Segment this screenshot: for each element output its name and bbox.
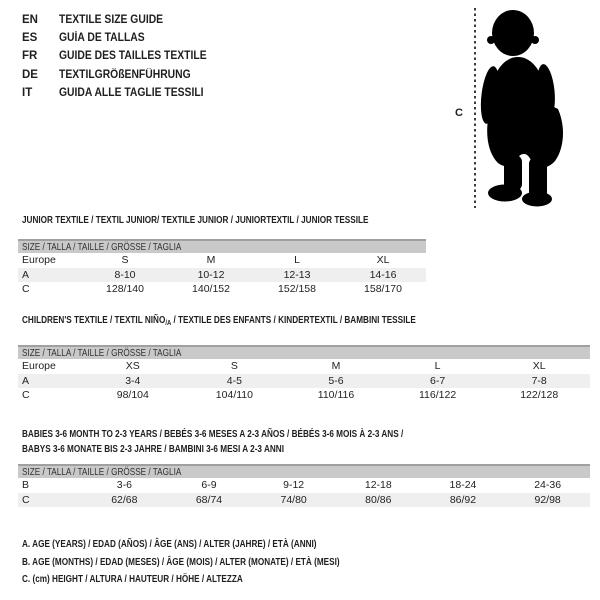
size-cell: M: [206, 254, 216, 267]
language-code: FR: [22, 50, 38, 63]
age-cell: 3-4: [82, 374, 184, 389]
table-row-europe: [18, 359, 590, 374]
legend-line-a: A. AGE (YEARS) / EDAD (AÑOS) / ÂGE (ANS) / ALTER (JAHRE) / ETÀ (ANNI): [22, 538, 317, 550]
table-row-age-years: [18, 374, 590, 389]
height-cell: 116/122: [418, 389, 457, 402]
language-row-fr: [22, 47, 223, 65]
language-code: DE: [22, 68, 38, 81]
age-cell: 5-6: [285, 374, 387, 389]
age-cell: 18-24: [449, 479, 477, 492]
table-header-size: [18, 465, 590, 478]
height-cell: 152/158: [278, 283, 316, 296]
age-cell: 3-6: [116, 479, 132, 492]
row-label: Europe: [22, 360, 56, 373]
size-header-label: SIZE / TALLA / TAILLE / GRÖSSE / TAGLIA: [22, 466, 182, 478]
age-cell: 14-16: [340, 268, 426, 283]
row-label: C: [22, 283, 30, 296]
legend-line-b: B. AGE (MONTHS) / EDAD (MESES) / ÂGE (MOIS) / ALTER (MONATE) / ETÀ (MESI): [22, 555, 340, 568]
height-cell: 98/104: [116, 389, 149, 402]
language-title: GUÍA DE TALLAS: [59, 32, 145, 45]
row-label: A: [18, 268, 82, 283]
age-cell: 6-9: [201, 479, 217, 492]
size-cell: M: [331, 360, 341, 373]
age-cell: 12-18: [364, 479, 392, 492]
language-row-it: [22, 84, 223, 102]
age-cell: 6-7: [387, 374, 489, 389]
section-junior: [18, 214, 426, 297]
height-cell: 140/152: [192, 283, 230, 296]
table-row-europe: [18, 253, 426, 268]
height-cell: 122/128: [520, 389, 559, 402]
row-label: C: [18, 493, 82, 508]
age-cell: 12-13: [254, 268, 340, 283]
height-cell: 68/74: [167, 493, 252, 508]
row-label: Europe: [22, 254, 56, 267]
language-code: EN: [22, 14, 38, 26]
age-cell: 8-10: [82, 268, 168, 283]
height-cell: 80/86: [336, 493, 421, 508]
language-title: GUIDE DES TAILLES TEXTILE: [59, 50, 207, 63]
language-title: GUIDA ALLE TAGLIE TESSILI: [59, 86, 204, 99]
babies-size-table: [18, 464, 590, 507]
age-cell: 7-8: [488, 374, 590, 389]
size-cell: S: [121, 254, 129, 267]
language-row-en: [22, 11, 223, 29]
size-cell: XL: [532, 360, 546, 373]
table-row-height: [18, 388, 590, 403]
junior-size-table: [18, 239, 426, 297]
language-row-es: [22, 29, 223, 47]
height-dotted-line: [474, 8, 476, 208]
table-header-size: [18, 240, 426, 253]
height-cell: 86/92: [421, 493, 506, 508]
height-label-c: C: [455, 107, 463, 119]
height-cell: 74/80: [251, 493, 336, 508]
row-label: A: [18, 374, 82, 389]
height-cell: 128/140: [106, 283, 144, 296]
section-babies: [18, 427, 590, 507]
age-cell: 4-5: [184, 374, 286, 389]
height-cell: 92/98: [505, 493, 590, 508]
size-cell: XS: [125, 360, 140, 373]
height-cell: 62/68: [82, 493, 167, 508]
table-row-height: [18, 493, 590, 508]
language-row-de: [22, 66, 223, 84]
age-cell: 10-12: [168, 268, 254, 283]
measurement-legend: [22, 536, 429, 589]
children-size-table: [18, 345, 590, 403]
table-row-age-years: [18, 268, 426, 283]
language-code: IT: [22, 86, 33, 99]
age-cell: 9-12: [283, 479, 305, 492]
section-babies-title: BABIES 3-6 MONTH TO 2-3 YEARS / BEBÉS 3-6 MESES A 2-3 AÑOS / BÉBÉS 3-6 MOIS À 2-3 ANS / BABYS 3-6 MONATE BIS 2-3 JAHRE / BAMBINI 3-6 MESI A 2-3 ANNI: [22, 428, 404, 455]
language-list: [22, 11, 223, 102]
language-title: TEXTILGRÖßENFÜHRUNG: [59, 68, 191, 81]
height-cell: 110/116: [317, 389, 355, 402]
table-header-size: [18, 346, 590, 359]
table-row-age-months: [18, 478, 590, 493]
section-junior-title: JUNIOR TEXTILE / TEXTIL JUNIOR/ TEXTILE JUNIOR / JUNIORTEXTIL / JUNIOR TESSILE: [22, 214, 369, 226]
size-cell: XL: [376, 254, 390, 267]
table-row-height: [18, 282, 426, 297]
height-cell: 158/170: [364, 283, 402, 296]
size-header-label: SIZE / TALLA / TAILLE / GRÖSSE / TAGLIA: [22, 241, 182, 253]
subscript-a: /A: [165, 318, 172, 327]
baby-silhouette-icon: [480, 7, 570, 207]
size-cell: L: [434, 360, 441, 373]
section-children-title: CHILDREN'S TEXTILE / TEXTIL $NIÑO_{/A}$ / TEXTILE DES ENFANTS / KINDERTEXTIL / BAMBINI TESSILE: [22, 314, 416, 327]
language-title: TEXTILE SIZE GUIDE: [59, 14, 164, 26]
row-label: B: [22, 479, 30, 492]
size-cell: S: [230, 360, 238, 373]
section-children: [18, 314, 590, 403]
size-cell: L: [294, 254, 300, 267]
language-code: ES: [22, 32, 38, 45]
size-header-label: SIZE / TALLA / TAILLE / GRÖSSE / TAGLIA: [22, 347, 182, 359]
row-label: C: [22, 389, 30, 402]
height-cell: 104/110: [215, 389, 253, 402]
legend-line-c: C. (cm) HEIGHT / ALTURA / HAUTEUR / HÖHE / ALTEZZA: [22, 573, 243, 585]
age-cell: 24-36: [534, 479, 562, 492]
